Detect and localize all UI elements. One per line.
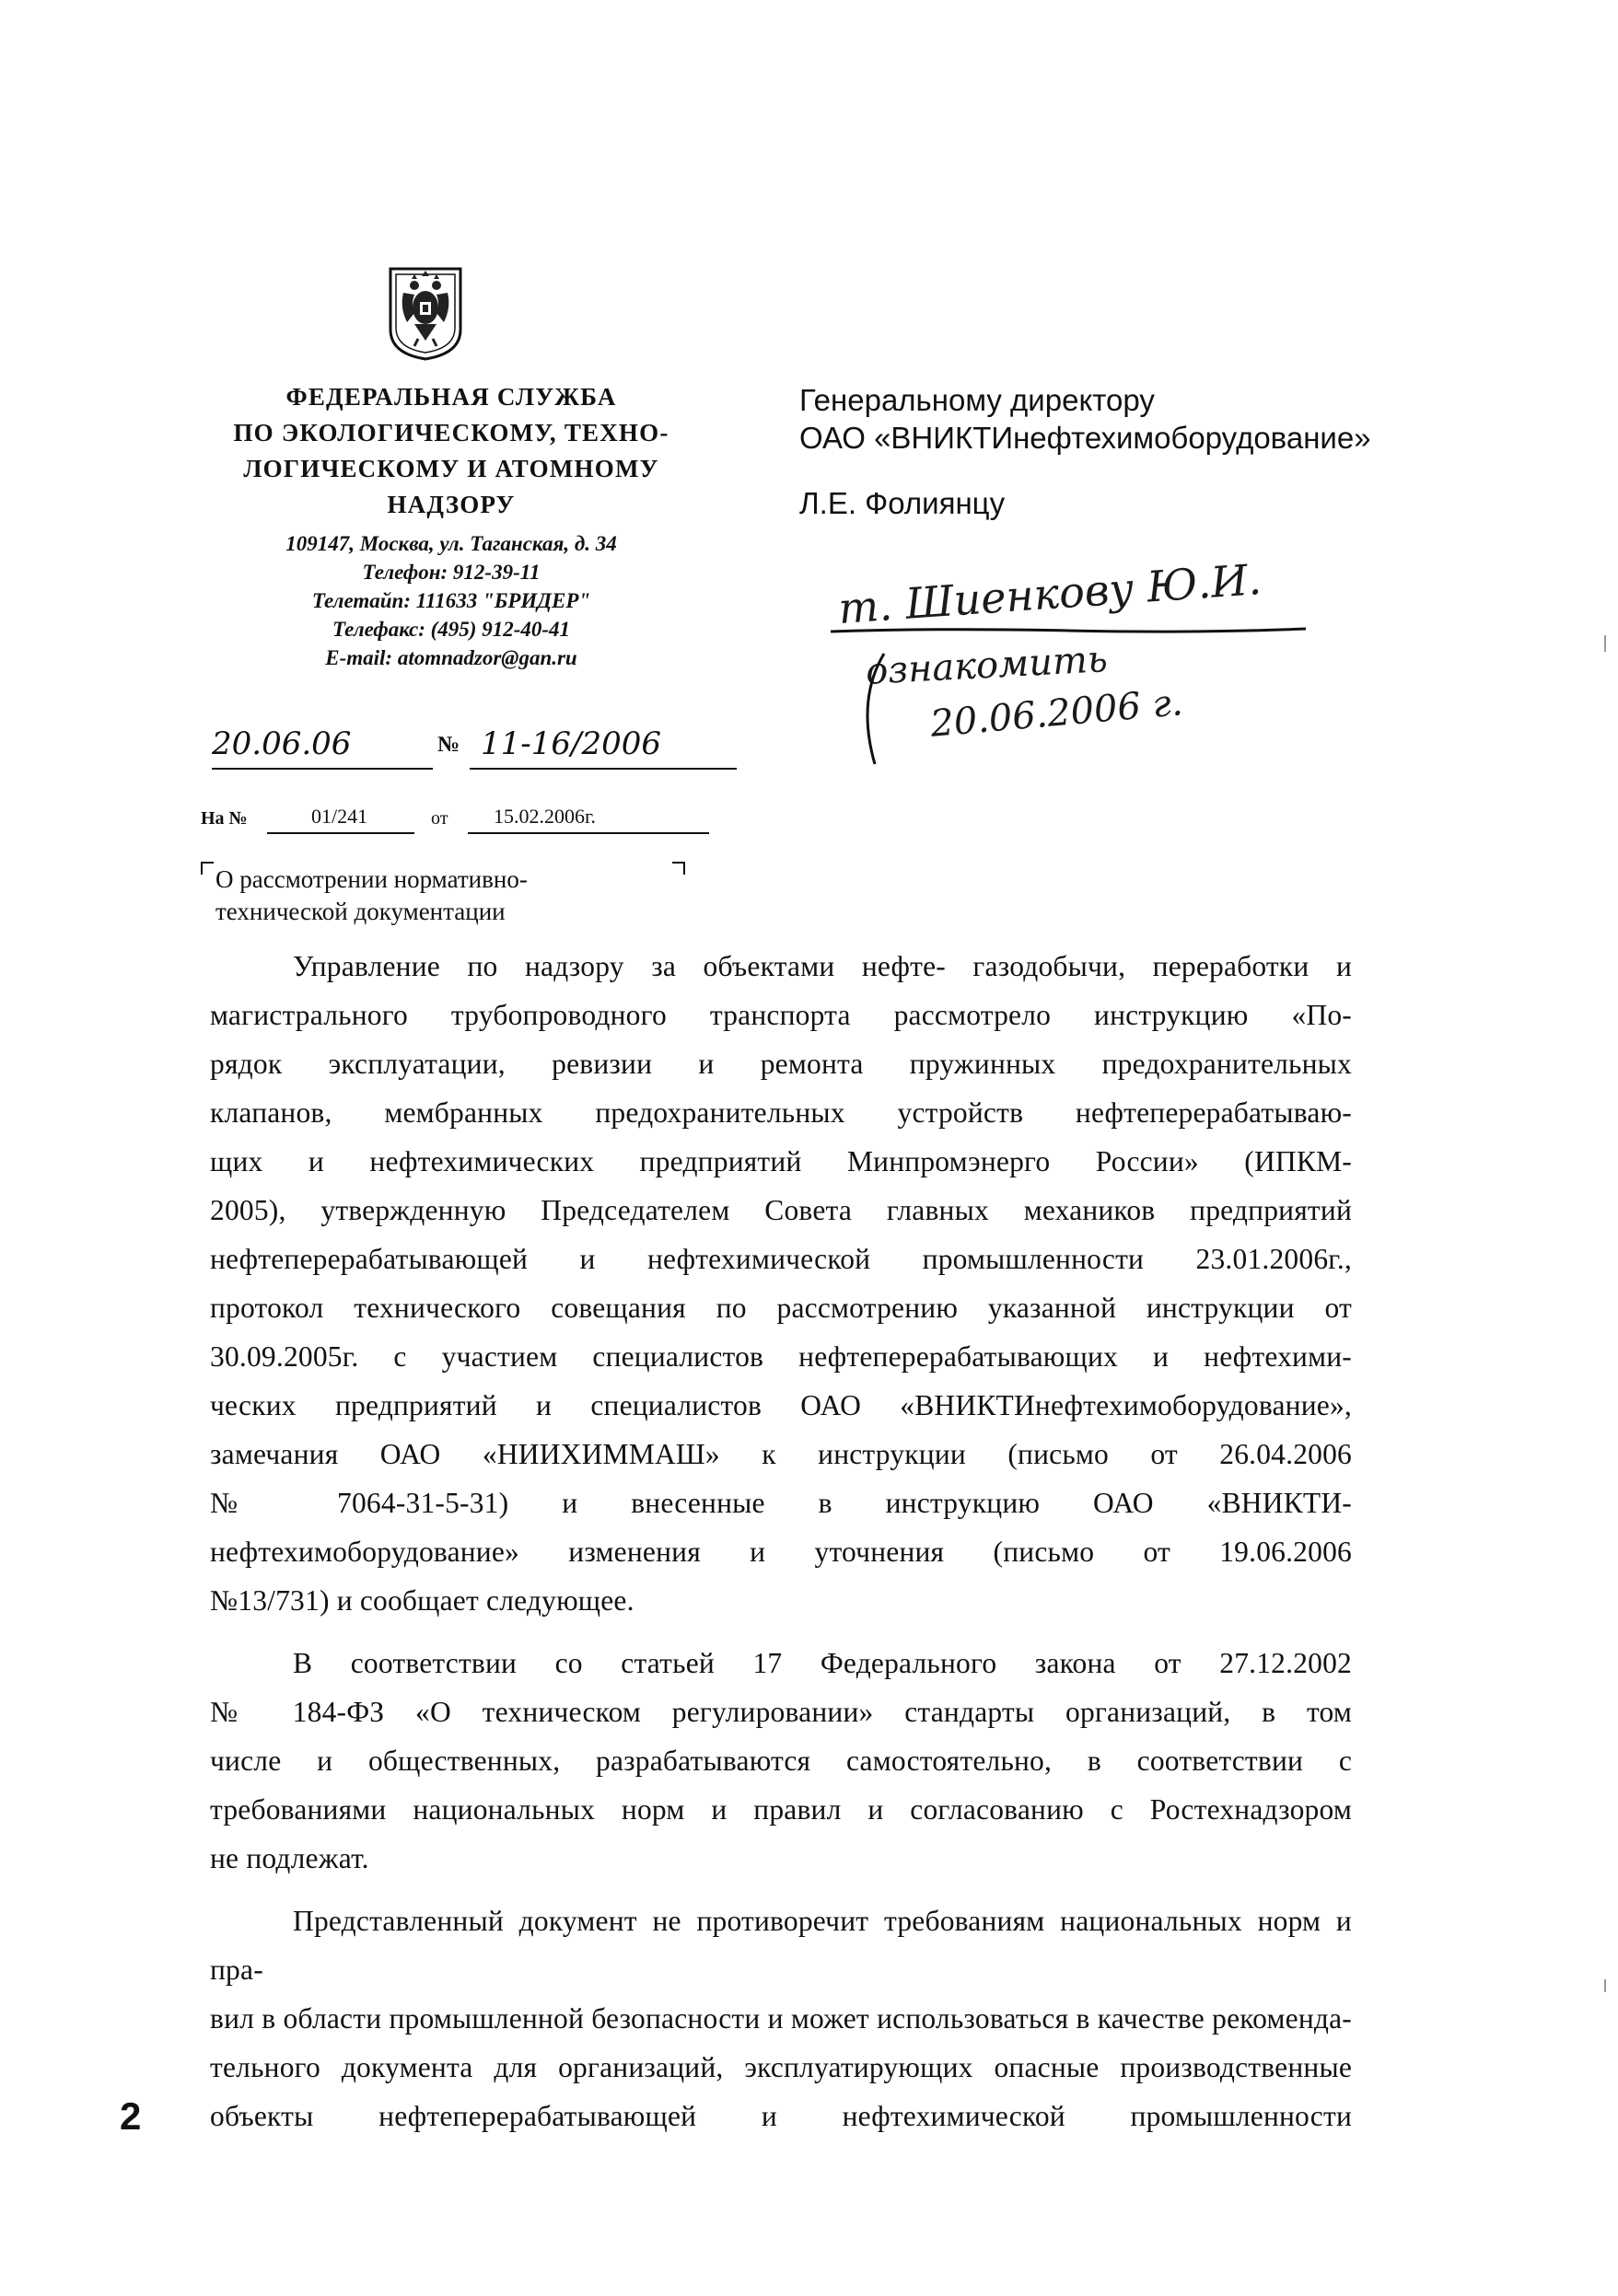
body-line: не подлежат. — [210, 1842, 369, 1874]
phone-line: Телефон: 912-39-11 — [362, 561, 541, 584]
scan-mark — [1604, 635, 1606, 652]
body-line: Управление по надзору за объектами нефте- газодобычи, переработки и — [293, 950, 1352, 982]
agency-line: ЛОГИЧЕСКОМУ И АТОМНОМУ — [243, 455, 659, 482]
body-line: магистрального трубопроводного транспорта рассмотрело инструкцию «По- — [210, 999, 1352, 1031]
body-line: щих и нефтехимических предприятий Минпромэнерго России» (ИПКМ- — [210, 1145, 1352, 1177]
paragraph-1 — [210, 942, 1352, 1625]
body-line: нефтеперерабатывающей и нефтехимической промышленности 23.01.2006г., — [210, 1243, 1352, 1275]
body-line: В соответствии со статьей 17 Федерального закона от 27.12.2002 — [293, 1647, 1352, 1679]
resolution-date: 20.06.2006 г. — [928, 681, 1185, 746]
body-line: объекты нефтеперерабатывающей и нефтехимической промышленности — [210, 2100, 1352, 2132]
resolution-underline — [829, 626, 1308, 635]
number-sign: № — [437, 733, 460, 757]
outgoing-date: 20.06.06 — [212, 725, 352, 762]
addressee-position: Генеральному директору — [799, 383, 1155, 417]
body-line: тельного документа для организаций, эксплуатирующих опасные производственные — [210, 2051, 1352, 2083]
handwritten-resolution — [829, 552, 1308, 773]
body-line: нефтехимоборудование» изменения и уточнения (письмо от 19.06.2006 — [210, 1536, 1352, 1568]
agency-line: НАДЗОРУ — [387, 491, 516, 518]
body-line: ческих предприятий и специалистов ОАО «ВНИКТИнефтехимоборудование», — [210, 1389, 1352, 1421]
body-line: Представленный документ не противоречит требованиям национальных норм и пра- — [210, 1905, 1352, 1986]
paragraph-2 — [210, 1639, 1352, 1883]
body-line: № 184-ФЗ «О техническом регулировании» стандарты организаций, в том — [210, 1696, 1352, 1728]
reference-label: На № — [201, 808, 248, 829]
body-line: числе и общественных, разрабатываются самостоятельно, в соответствии с — [210, 1745, 1352, 1777]
resolution-line: т. Шиенкову Ю.И. — [836, 554, 1263, 633]
body-line: 30.09.2005г. с участием специалистов нефтеперерабатывающих и нефтехими- — [210, 1340, 1352, 1373]
reference-date: 15.02.2006г. — [494, 805, 597, 828]
outgoing-number: 11-16/2006 — [481, 725, 661, 762]
addressee-organization: ОАО «ВНИКТИнефтехимоборудование» — [799, 421, 1371, 455]
body-line: № 7064-31-5-31) и внесенные в инструкцию ОАО «ВНИКТИ- — [210, 1487, 1352, 1519]
address-line: 109147, Москва, ул. Таганская, д. 34 — [285, 532, 617, 555]
coat-of-arms-icon — [387, 265, 464, 363]
page-number: 2 — [120, 2094, 142, 2138]
body-line: вил в области промышленной безопасности и может использоваться в качестве рекоменда- — [210, 2002, 1352, 2035]
sender-agency — [230, 379, 672, 523]
body-line: №13/731) и сообщает следующее. — [210, 1584, 634, 1617]
letter-body — [210, 942, 1352, 2140]
reference-line — [201, 801, 716, 838]
teletype-line: Телетайп: 111633 "БРИДЕР" — [311, 589, 591, 612]
agency-line: ФЕДЕРАЛЬНАЯ СЛУЖБА — [285, 383, 617, 411]
agency-line: ПО ЭКОЛОГИЧЕСКОМУ, ТЕХНО- — [233, 419, 669, 446]
body-line: замечания ОАО «НИИХИММАШ» к инструкции (письмо от 26.04.2006 — [210, 1438, 1352, 1470]
reference-from-label: от — [431, 808, 448, 829]
addressee-name: Л.Е. Фолиянцу — [799, 486, 1006, 520]
sender-address — [230, 529, 672, 672]
addressee-block — [799, 381, 1499, 522]
body-line: 2005), утвержденную Председателем Совета главных механиков предприятий — [210, 1194, 1352, 1226]
body-line: клапанов, мембранных предохранительных устройств нефтеперерабатываю- — [210, 1096, 1352, 1129]
outgoing-date-number — [212, 718, 746, 773]
subject — [204, 864, 720, 928]
body-line: протокол технического совещания по рассмотрению указанной инструкции от — [210, 1292, 1352, 1324]
body-line: рядок эксплуатации, ревизии и ремонта пружинных предохранительных — [210, 1048, 1352, 1080]
fax-line: Телефакс: (495) 912-40-41 — [332, 618, 571, 641]
subject-line: технической документации — [215, 898, 506, 925]
scan-mark — [1604, 1979, 1606, 1992]
subject-line: О рассмотрении нормативно- — [215, 865, 528, 893]
resolution-flourish — [847, 644, 902, 773]
email-line: E-mail: atomnadzor@gan.ru — [325, 646, 577, 669]
resolution-instruction: ознакомить — [864, 638, 1109, 693]
body-line: требованиями национальных норм и правил и согласованию с Ростехнадзором — [210, 1793, 1352, 1826]
reference-number: 01/241 — [311, 805, 368, 828]
paragraph-3 — [210, 1896, 1352, 2140]
